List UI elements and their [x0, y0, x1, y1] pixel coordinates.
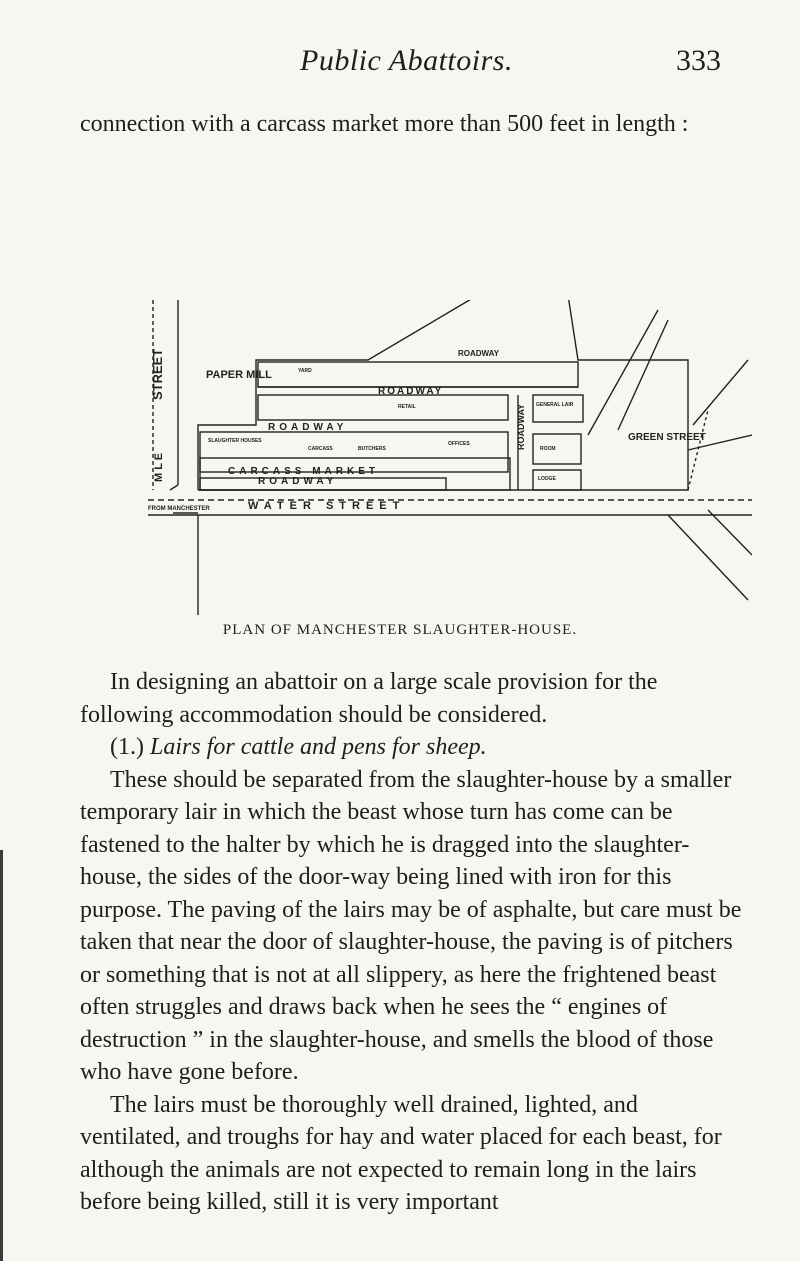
plan-label-green-street: GREEN STREET	[628, 432, 706, 443]
page-number: 333	[676, 44, 721, 77]
plan-label-roadway-top: ROADWAY	[458, 349, 500, 358]
slaughter-house-plan	[148, 300, 752, 615]
page-edge-line	[0, 850, 3, 1261]
plan-label-mle: M L E	[153, 452, 165, 482]
paragraph-intro: In designing an abattoir on a large scale provision for the following accommodation should be considered.	[80, 669, 658, 728]
section-number: (1.)	[110, 734, 144, 760]
paragraph-lairs-separation: These should be separated from the slaughter-house by a smaller temporary lair in which the beast whose turn has come can be fastened to the halter by which he is dragged into the slaughter-house, the sides of the door-way being lined with iron for this purpose. The paving of the lairs may be of asphalte, but care must be taken that near the door of slaughter-house, the paving is of pitchers or something that is not at all slippery, as here the frightened beast often struggles and draws back when he sees the “ engines of destruction ” in the slaughter-house, and smells the blood of those who have gone before.	[80, 766, 742, 1085]
plan-label-roadway-lower: ROADWAY	[268, 422, 348, 433]
plan-label-general-lair: GENERAL LAIR	[536, 402, 574, 408]
plan-label-roadway-vertical: ROADWAY	[516, 403, 526, 450]
plan-drawing	[148, 300, 752, 615]
body-text	[80, 666, 742, 1219]
running-head	[0, 44, 800, 84]
plan-label-roadway-mid: ROADWAY	[378, 386, 444, 397]
plan-label-yard: YARD	[298, 368, 312, 374]
plan-label-room: ROOM	[540, 446, 556, 452]
plan-label-paper-mill: PAPER MILL	[206, 369, 272, 381]
section-title: Lairs for cattle and pens for sheep.	[149, 734, 487, 760]
plan-label-water-street: WATER STREET	[248, 500, 406, 512]
plan-label-butchers: BUTCHERS	[358, 446, 386, 452]
figure-caption: PLAN OF MANCHESTER SLAUGHTER-HOUSE.	[222, 622, 578, 638]
plan-label-carcass: CARCASS	[308, 446, 333, 452]
plan-label-carcass-market: CARCASS MARKET	[228, 466, 379, 477]
paragraph-lairs-drainage: The lairs must be thoroughly well drained, lighted, and ventilated, and troughs for hay and water placed for each beast, for although the animals are not expected to remain long in the lairs before being killed, still it is very important	[80, 1091, 722, 1215]
section-heading	[80, 731, 742, 764]
plan-label-street-left: STREET	[150, 348, 165, 400]
plan-label-roadway-bottom: ROADWAY	[258, 476, 338, 487]
plan-label-lodge: LODGE	[538, 476, 556, 482]
plan-label-offices: OFFICES	[448, 441, 470, 447]
plan-label-from-manchester: FROM MANCHESTER	[148, 506, 210, 512]
plan-label-slaughter-houses: SLAUGHTER HOUSES	[208, 438, 262, 444]
plan-label-retail: RETAIL	[398, 404, 416, 410]
lead-text: connection with a carcass market more than 500 feet in length :	[80, 111, 689, 137]
running-title: Public Abattoirs.	[300, 44, 513, 77]
